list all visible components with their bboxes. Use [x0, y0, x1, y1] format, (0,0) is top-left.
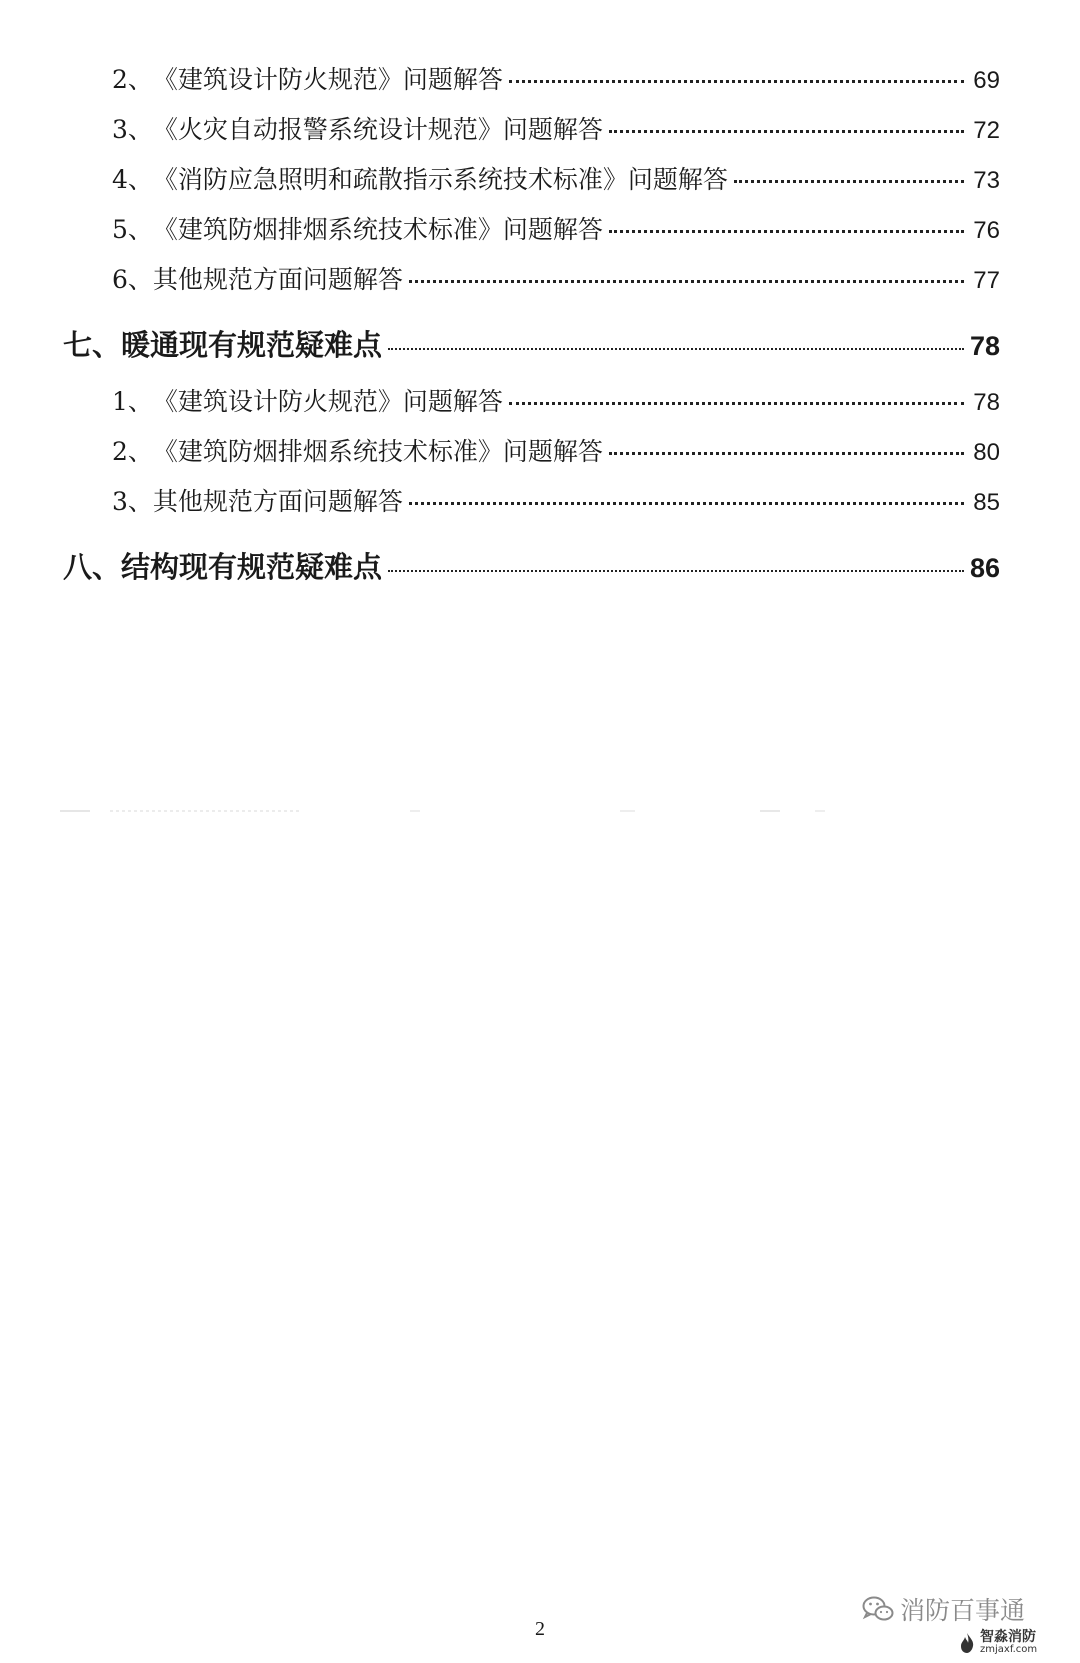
site-logo	[958, 1628, 1068, 1658]
dot-leader	[388, 570, 964, 572]
toc-entry-title: 《消防应急照明和疏散指示系统技术标准》问题解答	[152, 165, 728, 194]
dot-leader	[388, 348, 964, 350]
toc-entry-page: 73	[973, 167, 1000, 194]
section-title: 八、结构现有规范疑难点	[63, 550, 383, 584]
toc-entry[interactable]	[112, 110, 1000, 146]
section-page: 86	[969, 553, 1000, 583]
toc-entry[interactable]	[112, 160, 1000, 196]
toc-entry-number: 5、	[112, 215, 153, 244]
toc-entry[interactable]	[112, 260, 1000, 296]
toc-entry-number: 4、	[112, 165, 153, 194]
dot-leader	[609, 130, 964, 133]
dot-leader	[734, 180, 964, 183]
logo-name: 智淼消防	[980, 1629, 1036, 1645]
toc-entry-title: 《建筑设计防火规范》问题解答	[152, 387, 503, 416]
dot-leader	[509, 402, 964, 405]
toc-entry-page: 72	[973, 117, 1000, 144]
toc-section-8[interactable]	[63, 545, 1000, 586]
toc-entry-title: 《火灾自动报警系统设计规范》问题解答	[152, 115, 603, 144]
toc-entry-number: 2、	[112, 437, 153, 466]
toc-entry[interactable]	[112, 60, 1000, 96]
toc-entry-title: 其他规范方面问题解答	[152, 265, 403, 294]
toc-entry-title: 其他规范方面问题解答	[152, 487, 403, 516]
scan-artifact	[60, 808, 840, 814]
toc-entry-title: 《建筑防烟排烟系统技术标准》问题解答	[152, 437, 603, 466]
toc-entry-title: 《建筑防烟排烟系统技术标准》问题解答	[152, 215, 603, 244]
toc-entry-number: 3、	[112, 115, 153, 144]
toc-entry-page: 78	[973, 389, 1000, 416]
toc-entry-title: 《建筑设计防火规范》问题解答	[152, 65, 503, 94]
toc-entry[interactable]	[112, 482, 1000, 518]
logo-domain: zmjaxf.com	[980, 1644, 1038, 1655]
dot-leader	[409, 280, 964, 283]
watermark	[862, 1591, 1025, 1627]
toc-entry[interactable]	[112, 210, 1000, 246]
toc-entry-page: 69	[973, 67, 1000, 94]
section-title: 七、暖通现有规范疑难点	[63, 328, 383, 362]
toc-entry-number: 3、	[112, 487, 153, 516]
dot-leader	[609, 230, 964, 233]
toc-entry-page: 77	[973, 267, 1000, 294]
watermark-text: 消防百事通	[900, 1596, 1026, 1625]
toc-entry-page: 80	[973, 439, 1000, 466]
section-page: 78	[969, 331, 1000, 361]
dot-leader	[409, 502, 964, 505]
page-number: 2	[535, 1618, 545, 1640]
toc-entry-number: 2、	[112, 65, 153, 94]
dot-leader	[509, 80, 964, 83]
toc-entry[interactable]	[112, 432, 1000, 468]
toc-section-7[interactable]	[63, 323, 1000, 364]
toc-entry-number: 1、	[112, 387, 153, 416]
toc-entry-page: 85	[973, 489, 1000, 516]
toc-entry-page: 76	[973, 217, 1000, 244]
dot-leader	[609, 452, 964, 455]
wechat-icon	[862, 1595, 894, 1623]
flame-logo-icon	[958, 1632, 976, 1654]
toc-entry-number: 6、	[112, 265, 153, 294]
toc-entry[interactable]	[112, 382, 1000, 418]
